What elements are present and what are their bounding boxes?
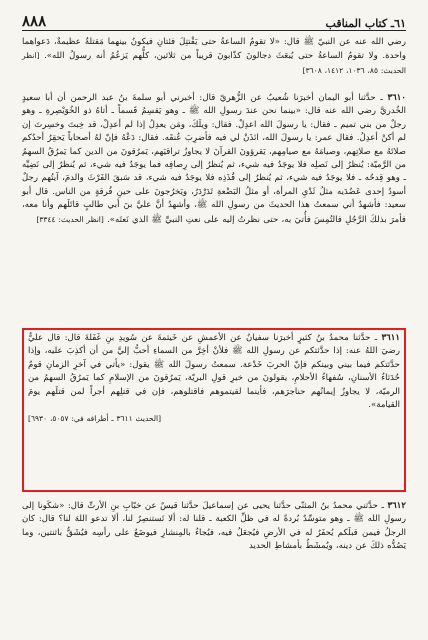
running-title: ٦١ـ كتاب المناقب [325, 17, 406, 30]
page-number: ٨٨٨ [22, 12, 47, 30]
hadith-block-previous [22, 36, 406, 78]
hadith-reference: [الحديث ٣٦١١ ـ أطرافه في: ٥٠٥٧، ٦٩٣٠] [28, 414, 162, 424]
hadith-block-3610 [22, 92, 406, 227]
hadith-number: ٣٦١١ [381, 333, 400, 343]
page-header [22, 8, 406, 31]
hadith-block-3612 [22, 500, 406, 554]
hadith-reference: [انظر الحديث: ٣٣٤٤] [36, 214, 104, 224]
hadith-text: ـ حدَّثنا أبو اليمان أخبرَنا شُعيبٌ عن الزُّهريّ قال: أخبرني أبو سلمةَ بنُ عبد الرحمن أن أبا سعيدٍ الخُدريَّ رضي الله عنه قال: «بينما نحن عندَ رسولِ الله ﷺ ـ وهو يَقسِمُ قَسماً ـ أتاهُ ذو الخُوَيْصِرةِ ـ وهو رجلٌ من بني تميم ـ فقال: يا رسولَ الله اعدِلْ. فقال: ويلَكَ، ومَن يعدِلُ إذا لم أعدِلْ، قد خِبتَ وخسِرتَ إن لم أكنْ أعدِلُ. فقال عمر: يا رسولَ الله، ائذَنْ لي فيه فأضرِبَ عُنقَه. فقال: دَعْهُ فإنّ لهُ أصحاباً يَحقِرُ أحدُكم صلاتَهُ مع صلاتِهم، وصيامَهُ مع صيامِهم، يَقرؤونَ القرآنَ لا يجاوزُ تراقيَهم، يَمرُقونَ من الدين كما يَمرُقُ السهمُ من الرَّميّة: يُنظرُ إلى نَصلِه فلا يوجَدُ فيه شيء، ثم يُنظرُ إلى رِصافِه فما يوجَدُ فيه شيء، ثم يُنظرُ إلى نَضِيِّه ـ وهو قِدحُه ـ فلا يوجَدُ فيه شيء، ثم يُنظرُ إلى قُذَذِه فلا يوجَدُ فيه شيء، قد سَبقَ الفَرْثَ والدمَ، آيتُهم رجلٌ أسودُ إحدى عَضُدَيه مثلُ ثَدْيِ المرأة، أو مثلُ البَضْعةِ تَدَرْدَرُ، ويَخرُجونَ على حينِ فُرقةٍ من الناس. قال أبو سعيد: فأشهدُ أني سمعتُ هذا الحديثَ من رسولِ الله ﷺ، وأشهدُ أنَّ عليَّ بنَ أبي طالبٍ قاتَلَهم وأنا معه، فأمرَ بذلكَ الرَّجُلِ فالتُمِسَ فأُتيَ به، حتى نظرتُ إليه على نعتِ النبيِّ ﷺ الذي نَعتَه». [22, 93, 406, 225]
hadith-number: ٣٦١٢ [387, 501, 407, 511]
hadith-text: ـ حدَّثني محمدُ بنُ المثنّى حدَّثنا يحيى عن إسماعيلَ حدَّثنا قيسٌ عن خبّابِ بنِ الأرتِّ قال: «شكَونا إلى رسولِ الله ﷺ ـ وهو متوسِّدٌ بُردةً له في ظلِّ الكعبة ـ قلنا له: ألا تَستنصِرُ لنا، ألا تدعو اللهَ لنا؟ قال: كان الرجلُ فيمن قبلَكم يُحفَرُ له في الأرضِ فيُجعَلُ فيه، فيُجاءُ بالمِنشارِ فيوضَعُ على رأسِه فيُشَقُّ باثنتين، وما يَصُدُّه ذلكَ عن دينه، ويُمشَطُ بأمشاطِ الحديد [22, 501, 406, 552]
hadith-text: رضي الله عنه عن النبيّ ﷺ قال: «لا تقومُ الساعةُ حتى يَقْتتِلَ فئتانِ فيكونُ بينهما مَقتلةٌ عظيمةٌ، دَعواهما واحدة. ولا تقومُ الساعةُ حتى يُبعَثَ دجالونَ كذّابونَ قريباً من ثلاثين، كلُّهم يَزعُمُ أنه رسولُ الله». [22, 37, 406, 62]
hadith-text: ـ حدَّثنا محمدُ بنُ كثيرٍ أخبرَنا سفيانُ عن الأعمشِ عن خَيثمةَ عن سُويدِ بنِ غَفَلةَ قال: قال عليٌّ رضيَ اللهُ عنه: إذا حدَّثتكم عن رسولِ الله ﷺ فلأنْ أخِرَّ من السماءِ أحبُّ إليَّ من أن أكذِبَ عليه، وإذا حدَّثتكم فيما بيني وبينكم فإنّ الحربَ خَدْعة. سمعتُ رسولَ الله ﷺ يقول: «يأتي في آخرِ الزمانِ قومٌ حُدَثاءُ الأسنانِ، سُفهاءُ الأحلامِ، يقولونَ من خيرِ قولِ البريّة، يَمرُقونَ من الإسلامِ كما يَمرُقُ السهمُ من الرميّة، لا يجاوزُ إيمانُهم حناجرَهم، فأينما لقيتموهم فاقتلوهم، فإن في قتلِهم أجراً لمن قتلَهم يومَ القيامة». [28, 333, 400, 411]
hadith-reference: [انظر الحديث: ٨٥، ١٠٣٦، ١٤١٢، ٣٦٠٨] [22, 51, 406, 75]
hadith-block-3611 [28, 332, 400, 427]
hadith-number: ٣٦١٠ [387, 93, 406, 103]
